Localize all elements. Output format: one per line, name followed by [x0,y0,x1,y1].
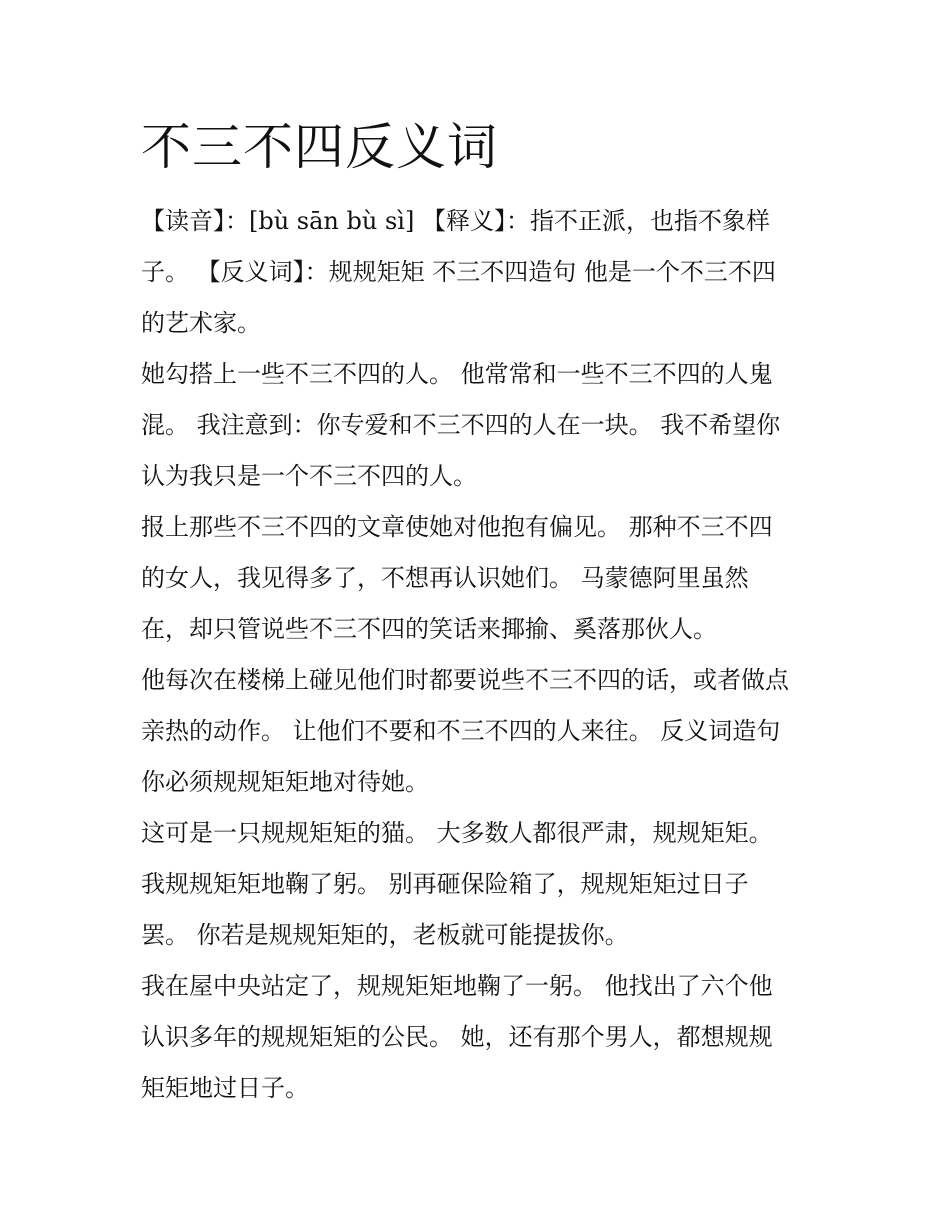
text-line: 亲热的动作。 让他们不要和不三不四的人来往。 反义词造句 [141,717,781,745]
paragraph-antonym-sentences-1 [141,808,821,961]
document-body [141,196,821,1114]
text-line: 的女人，我见得多了，不想再认识她们。 马蒙德阿里虽然 [141,564,749,592]
text-line: 这可是一只规规矩矩的猫。 大多数人都很严肃，规规矩矩。 [141,819,773,847]
text-line: 你必须规规矩矩地对待她。 [141,768,429,796]
text-line: 子。 【反义词】：规规矩矩 不三不四造句 他是一个不三不四 [141,258,776,286]
text-line: 认为我只是一个不三不四的人。 [141,462,477,490]
text-line: 认识多年的规规矩矩的公民。 她，还有那个男人，都想规规 [141,1023,773,1051]
paragraph-example-sentences-1 [141,349,821,502]
text-line: 【读音】：[bù sān bù sì] 【释义】：指不正派，也指不象样 [141,207,770,235]
text-line: 他每次在楼梯上碰见他们时都要说些不三不四的话，或者做点 [141,666,789,694]
text-line: 罢。 你若是规规矩矩的，老板就可能提拔你。 [141,921,629,949]
text-line: 混。 我注意到：你专爱和不三不四的人在一块。 我不希望你 [141,411,781,439]
paragraph-example-sentences-3 [141,655,821,808]
text-line: 报上那些不三不四的文章使她对他抱有偏见。 那种不三不四 [141,513,773,541]
text-line: 我在屋中央站定了，规规矩矩地鞠了一躬。 他找出了六个他 [141,972,773,1000]
text-line: 在，却只管说些不三不四的笑话来揶揄、奚落那伙人。 [141,615,717,643]
paragraph-antonym-sentences-2 [141,961,821,1114]
text-line: 矩矩地过日子。 [141,1074,309,1102]
text-line: 的艺术家。 [141,309,261,337]
paragraph-example-sentences-2 [141,502,821,655]
text-line: 她勾搭上一些不三不四的人。 他常常和一些不三不四的人鬼 [141,360,773,388]
paragraph-pronunciation-definition [141,196,821,349]
page-title: 不三不四反义词 [141,118,498,176]
text-line: 我规规矩矩地鞠了躬。 别再砸保险箱了，规规矩矩过日子 [141,870,749,898]
